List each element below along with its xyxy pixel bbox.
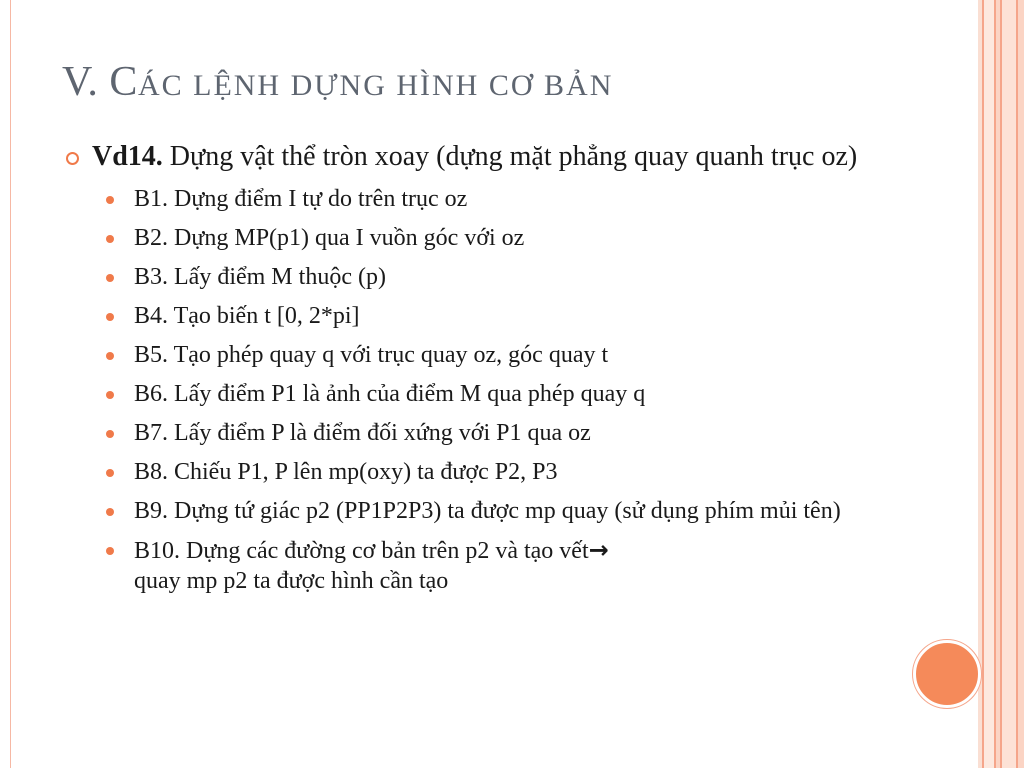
slide-title [62,58,613,106]
step-item [66,262,866,292]
step-text: B5. Tạo phép quay q với trục quay oz, góc quay t [134,342,609,368]
example-description: Dựng vật thể tròn xoay (dựng mặt phẳng quay quanh trục oz) [162,141,858,172]
filled-dot-icon [106,196,114,204]
step-text: B4. Tạo biến t [0, 2*pi] [134,303,360,329]
example-label: Vd14. [92,141,163,172]
steps-list [66,184,866,596]
step-text: B2. Dựng MP(p1) qua I vuồn góc với oz [134,225,525,251]
right-stripe [984,0,994,768]
step-text: B10. Dựng các đường cơ bản trên p2 và tạo vết [134,538,589,564]
left-border-line [10,0,11,768]
filled-dot-icon [106,313,114,321]
right-stripe [1002,0,1016,768]
step-item [66,340,866,370]
filled-dot-icon [106,508,114,516]
step-item [66,535,866,596]
filled-dot-icon [106,430,114,438]
step-text-continued: quay mp p2 ta được hình cần tạo [134,568,449,594]
filled-dot-icon [106,391,114,399]
step-text: B1. Dựng điểm I tự do trên trục oz [134,186,468,212]
step-text: B3. Lấy điểm M thuộc (p) [134,264,386,290]
step-text: B7. Lấy điểm P là điểm đối xứng với P1 qua oz [134,420,591,446]
step-item [66,496,866,526]
step-text: B8. Chiếu P1, P lên mp(oxy) ta được P2, P3 [134,459,558,485]
title-rest: ÁC LỆNH DỰNG HÌNH CƠ BẢN [137,69,614,102]
decorative-circle [913,640,981,708]
filled-dot-icon [106,274,114,282]
filled-dot-icon [106,547,114,555]
step-item [66,379,866,409]
right-arrow-icon: → [588,536,609,564]
title-prefix: V. C [62,59,138,105]
step-item [66,457,866,487]
filled-dot-icon [106,235,114,243]
step-item [66,223,866,253]
step-item [66,418,866,448]
filled-dot-icon [106,352,114,360]
step-item [66,184,866,214]
step-text: B6. Lấy điểm P1 là ảnh của điểm M qua phép quay q [134,381,646,407]
right-stripe [1018,0,1024,768]
slide-body [66,140,866,605]
main-bullet [66,140,866,174]
step-text: B9. Dựng tứ giác p2 (PP1P2P3) ta được mp quay (sử dụng phím mủi tên) [134,498,841,524]
hollow-circle-icon [66,152,79,165]
filled-dot-icon [106,469,114,477]
step-item [66,301,866,331]
